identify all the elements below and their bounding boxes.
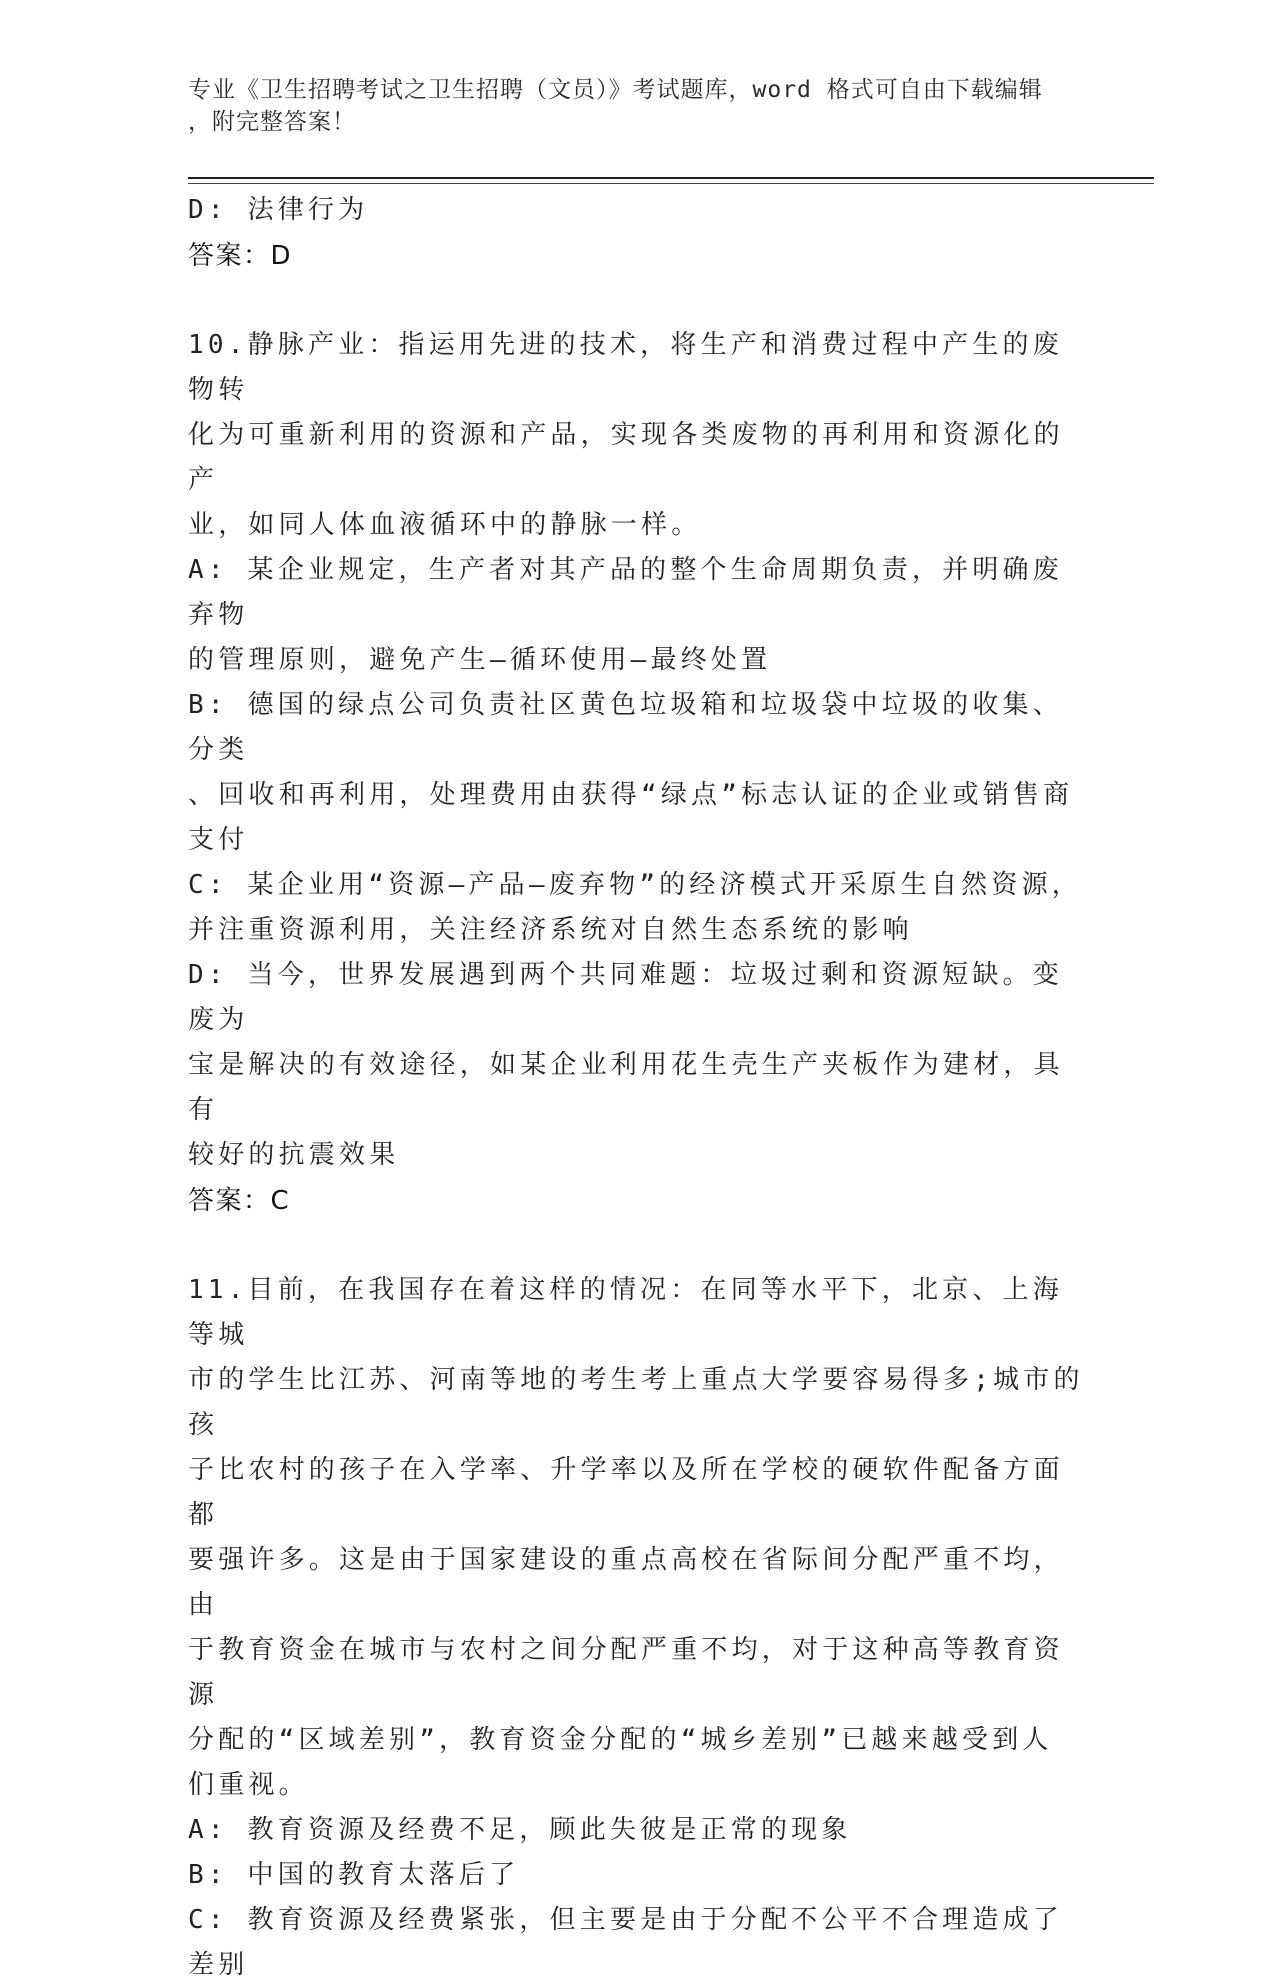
- option-c: [188, 863, 1088, 953]
- answer-line: 答案：D: [188, 241, 293, 271]
- stem-line: 子比农村的孩子在入学率、升学率以及所在学校的硬软件配备方面都: [188, 1455, 1064, 1530]
- option-line: 的管理原则，避免产生—循环使用—最终处置: [188, 645, 772, 675]
- question-stem: [188, 1268, 1088, 1808]
- option-a: A: 教育资源及经费不足，顾此失彼是正常的现象: [188, 1815, 852, 1845]
- option-d: [188, 953, 1088, 1178]
- question-10: [188, 323, 1088, 1224]
- stem-line: 们重视。: [188, 1770, 309, 1800]
- stem-line: 10.静脉产业：指运用先进的技术，将生产和消费过程中产生的废物转: [188, 330, 1063, 405]
- option-line: C: 某企业用“资源—产品—废弃物”的经济模式开采原生自然资源，: [188, 870, 1082, 900]
- option-line: 并注重资源利用，关注经济系统对自然生态系统的影响: [188, 915, 913, 945]
- option-line: 较好的抗震效果: [188, 1140, 400, 1170]
- header-divider-thick: [188, 177, 1154, 179]
- stem-line: 业，如同人体血液循环中的静脉一样。: [188, 510, 702, 540]
- answer-line: 答案：C: [188, 1186, 291, 1216]
- option-line: 、回收和再利用，处理费用由获得“绿点”标志认证的企业或销售商: [188, 780, 1074, 810]
- stem-line: 化为可重新利用的资源和产品，实现各类废物的再利用和资源化的产: [188, 420, 1064, 495]
- option-d: D: 法律行为: [188, 195, 369, 225]
- previous-question-tail: [188, 188, 1088, 279]
- stem-line: 市的学生比江苏、河南等地的考生考上重点大学要容易得多;城市的孩: [188, 1365, 1084, 1440]
- header-line-2: ，附完整答案！: [188, 109, 356, 135]
- option-line: 支付: [188, 825, 249, 855]
- spacer: [188, 279, 1088, 323]
- question-11: [188, 1268, 1088, 1988]
- question-stem: [188, 323, 1088, 548]
- option-a: [188, 548, 1088, 683]
- option-b: B: 中国的教育太落后了: [188, 1860, 520, 1890]
- document-header: [188, 74, 1068, 138]
- stem-line: 分配的“区域差别”，教育资金分配的“城乡差别”已越来越受到人: [188, 1725, 1053, 1755]
- option-line: B: 德国的绿点公司负责社区黄色垃圾箱和垃圾袋中垃圾的收集、分类: [188, 690, 1063, 765]
- option-c: C: 教育资源及经费紧张，但主要是由于分配不公平不合理造成了差别: [188, 1905, 1063, 1980]
- stem-line: 11.目前，在我国存在着这样的情况：在同等水平下，北京、上海等城: [188, 1275, 1063, 1350]
- stem-line: 要强许多。这是由于国家建设的重点高校在省际间分配严重不均，由: [188, 1545, 1064, 1620]
- document-body: [188, 188, 1088, 1988]
- spacer: [188, 1224, 1088, 1268]
- option-line: A: 某企业规定，生产者对其产品的整个生命周期负责，并明确废弃物: [188, 555, 1063, 630]
- stem-line: 于教育资金在城市与农村之间分配严重不均，对于这种高等教育资源: [188, 1635, 1064, 1710]
- option-line: 宝是解决的有效途径，如某企业利用花生壳生产夹板作为建材，具有: [188, 1050, 1064, 1125]
- header-line-1: 专业《卫生招聘考试之卫生招聘（文员）》考试题库，word 格式可自由下载编辑: [188, 77, 1043, 103]
- option-line: D: 当今，世界发展遇到两个共同难题：垃圾过剩和资源短缺。变废为: [188, 960, 1063, 1035]
- option-b: [188, 683, 1088, 863]
- header-divider-thin: [188, 183, 1154, 184]
